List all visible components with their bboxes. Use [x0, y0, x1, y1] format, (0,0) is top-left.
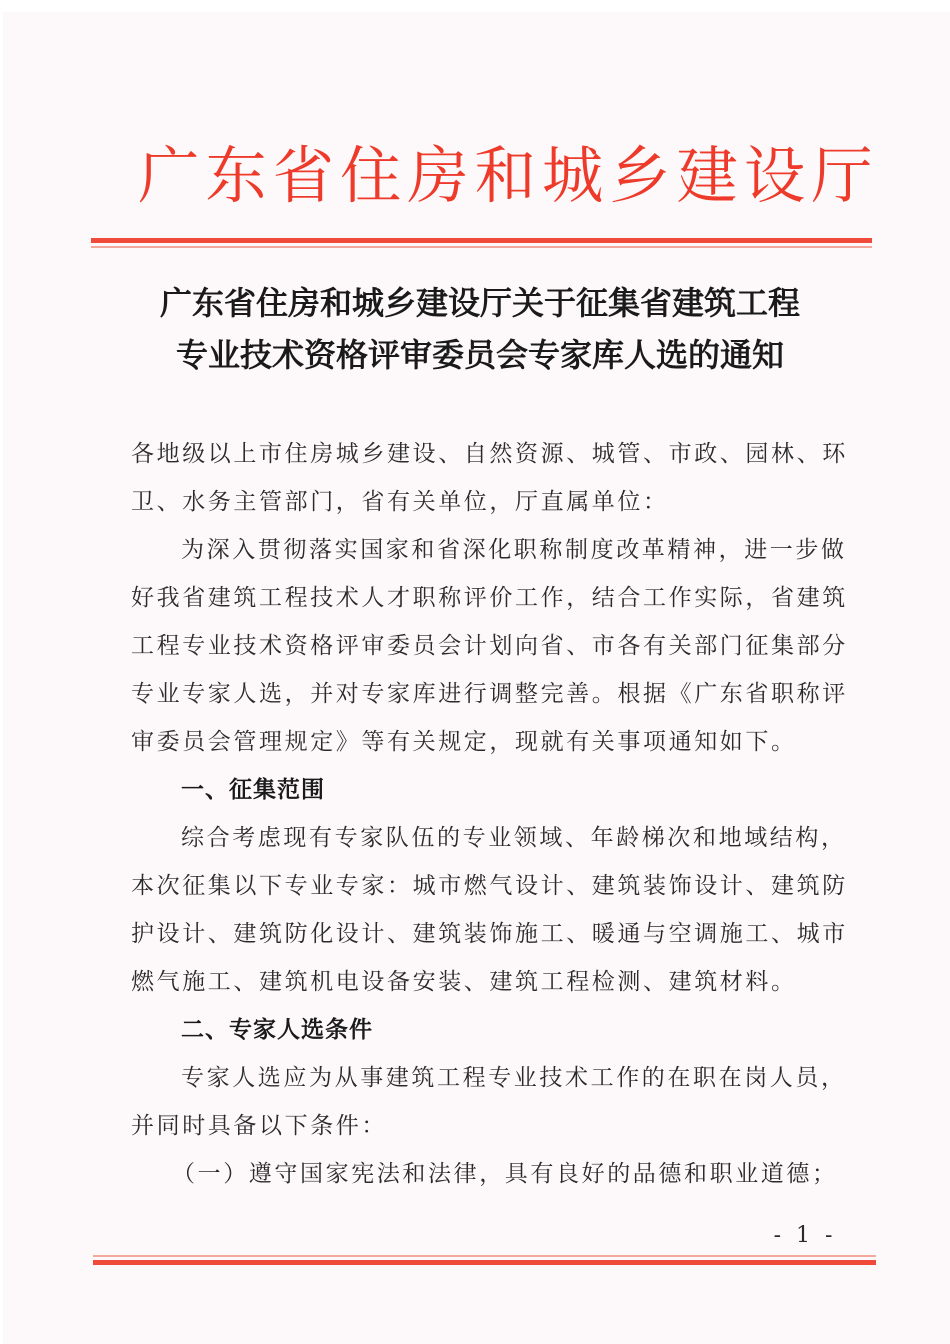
section-1-line-2: 本次征集以下专业专家：城市燃气设计、建筑装饰设计、建筑防 [131, 873, 848, 899]
page-number: - 1 - [773, 1223, 837, 1248]
section-2-line-1: 专家人选应为从事建筑工程专业技术工作的在职在岗人员， [181, 1065, 847, 1091]
intro-line-4: 专业专家人选，并对专家库进行调整完善。根据《广东省职称评 [131, 681, 848, 707]
document-title-line-1: 广东省住房和城乡建设厅关于征集省建筑工程 [159, 284, 800, 322]
footer-rule-thick [93, 1260, 876, 1265]
intro-line-2: 好我省建筑工程技术人才职称评价工作，结合工作实际，省建筑 [131, 585, 848, 611]
addressee-line-1: 各地级以上市住房城乡建设、自然资源、城管、市政、园林、环 [131, 441, 848, 467]
section-1-line-1: 综合考虑现有专家队伍的专业领域、年龄梯次和地域结构， [181, 825, 847, 851]
section-2-line-3: （一）遵守国家宪法和法律，具有良好的品德和职业道德； [172, 1161, 838, 1187]
section-1-heading: 一、征集范围 [181, 777, 325, 803]
letterhead-rule-thin [91, 246, 872, 248]
section-2-heading: 二、专家人选条件 [181, 1017, 373, 1043]
section-1-line-4: 燃气施工、建筑机电设备安装、建筑工程检测、建筑材料。 [131, 969, 797, 995]
footer-rule-thin [93, 1255, 876, 1257]
document-title-line-2: 专业技术资格评审委员会专家库人选的通知 [175, 336, 784, 374]
section-1-line-3: 护设计、建筑防化设计、建筑装饰施工、暖通与空调施工、城市 [131, 921, 848, 947]
letterhead-organization: 广东省住房和城乡建设厅 [138, 139, 879, 212]
section-2-line-2: 并同时具备以下条件： [131, 1113, 387, 1139]
intro-line-5: 审委员会管理规定》等有关规定，现就有关事项通知如下。 [131, 729, 797, 755]
intro-line-3: 工程专业技术资格评审委员会计划向省、市各有关部门征集部分 [131, 633, 848, 659]
letterhead-rule-thick [91, 238, 872, 243]
intro-line-1: 为深入贯彻落实国家和省深化职称制度改革精神，进一步做 [181, 537, 847, 563]
addressee-line-2: 卫、水务主管部门，省有关单位，厅直属单位： [131, 489, 669, 515]
